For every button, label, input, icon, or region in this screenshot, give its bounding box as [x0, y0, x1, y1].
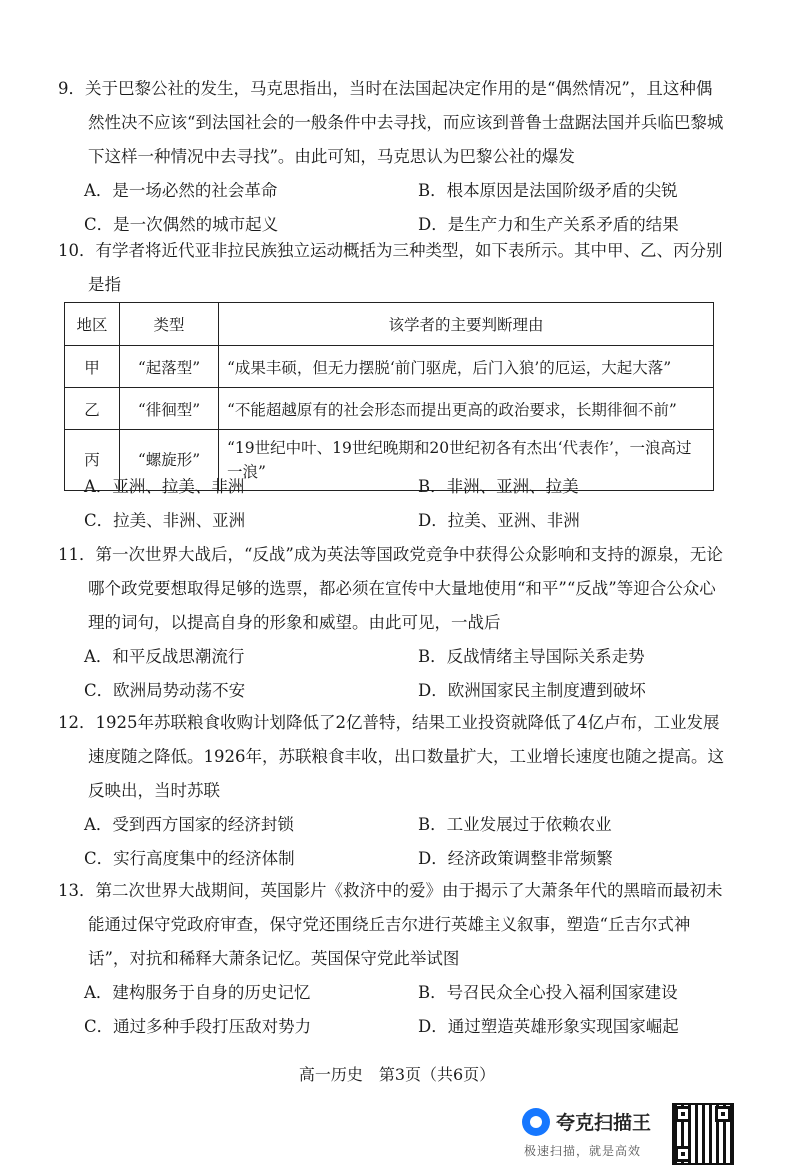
option-d: D．通过塑造英雄形象实现国家崛起 [418, 1017, 679, 1036]
option-b: B．根本原因是法国阶级矛盾的尖锐 [418, 181, 678, 200]
question-12 [58, 706, 726, 876]
option-row [84, 640, 726, 674]
question-stem: 11．第一次世界大战后，“反战”成为英法等国政党竞争中获得公众影响和支持的源泉，无论哪个政党要想取得足够的选票，都必须在宣传中大量地使用“和平”“反战”等迎合公众心理的词句，以提高自身的形象和威望。由此可见，一战后 [58, 545, 723, 632]
option-row [84, 674, 726, 708]
table-cell: “起落型” [120, 346, 219, 388]
option-row [84, 470, 726, 504]
option-a: A．受到西方国家的经济封锁 [84, 815, 294, 834]
movement-types-table [64, 302, 714, 491]
option-a: A．亚洲、拉美、非洲 [84, 477, 245, 496]
option-d: D．拉美、亚洲、非洲 [418, 511, 580, 530]
scanner-watermark [522, 1104, 672, 1164]
question-9 [58, 72, 726, 242]
table-header: 地区 [65, 303, 120, 346]
table-cell: 乙 [65, 388, 120, 430]
table-cell: 甲 [65, 346, 120, 388]
option-b: B．非洲、亚洲、拉美 [418, 477, 579, 496]
table-header: 类型 [120, 303, 219, 346]
option-row [84, 174, 726, 208]
option-a: A．是一场必然的社会革命 [84, 181, 278, 200]
table-cell: “19世纪中叶、19世纪晚期和20世纪初各有杰出‘代表作’，一浪高过一浪” [219, 430, 714, 491]
table-row [65, 346, 714, 388]
table-cell: 丙 [65, 430, 120, 491]
option-row [84, 808, 726, 842]
question-13 [58, 874, 726, 1044]
table-cell: “成果丰硕，但无力摆脱‘前门驱虎，后门入狼’的厄运，大起大落” [219, 346, 714, 388]
option-b: B．工业发展过于依赖农业 [418, 815, 612, 834]
table-cell: “不能超越原有的社会形态而提出更高的政治要求，长期徘徊不前” [219, 388, 714, 430]
table-row [65, 388, 714, 430]
question-stem: 9．关于巴黎公社的发生，马克思指出，当时在法国起决定作用的是“偶然情况”，且这种偶然性决不应该“到法国社会的一般条件中去寻找，而应该到普鲁士盘踞法国并兵临巴黎城下这样一种情况中去寻找”。由此可知，马克思认为巴黎公社的爆发 [58, 79, 724, 166]
page-footer: 高一历史 第3页（共6页） [298, 1065, 496, 1084]
option-a: A．和平反战思潮流行 [84, 647, 245, 666]
table-cell: “徘徊型” [120, 388, 219, 430]
option-b: B．号召民众全心投入福利国家建设 [418, 983, 678, 1002]
question-10-options [58, 470, 726, 538]
option-c: C．是一次偶然的城市起义 [84, 215, 279, 234]
option-c: C．通过多种手段打压敌对势力 [84, 1017, 312, 1036]
option-a: A．建构服务于自身的历史记忆 [84, 983, 311, 1002]
option-d: D．是生产力和生产关系矛盾的结果 [418, 215, 679, 234]
option-c: C．实行高度集中的经济体制 [84, 849, 295, 868]
option-row [84, 976, 726, 1010]
option-row [84, 842, 726, 876]
watermark-name: 夸克扫描王 [556, 1112, 652, 1134]
question-11 [58, 538, 726, 708]
table-header-row [65, 303, 714, 346]
quark-logo-icon [522, 1108, 550, 1136]
watermark-slogan: 极速扫描，就是高效 [524, 1144, 642, 1158]
option-row [84, 1010, 726, 1044]
table-header: 该学者的主要判断理由 [219, 303, 714, 346]
option-b: B．反战情绪主导国际关系走势 [418, 647, 645, 666]
question-stem: 12．1925年苏联粮食收购计划降低了2亿普特，结果工业投资就降低了4亿卢布，工业发展速度随之降低。1926年，苏联粮食丰收，出口数量扩大，工业增长速度也随之提高。这反映出，当时苏联 [58, 713, 724, 800]
qr-code-icon [672, 1103, 734, 1165]
option-d: D．经济政策调整非常频繁 [418, 849, 613, 868]
table-cell: “螺旋形” [120, 430, 219, 491]
option-row [84, 504, 726, 538]
question-stem: 10．有学者将近代亚非拉民族独立运动概括为三种类型，如下表所示。其中甲、乙、丙分别是指 [58, 241, 723, 294]
option-c: C．拉美、非洲、亚洲 [84, 511, 246, 530]
option-d: D．欧洲国家民主制度遭到破坏 [418, 681, 646, 700]
option-c: C．欧洲局势动荡不安 [84, 681, 246, 700]
question-stem: 13．第二次世界大战期间，英国影片《救济中的爱》由于揭示了大萧条年代的黑暗而最初未能通过保守党政府审查，保守党还围绕丘吉尔进行英雄主义叙事，塑造“丘吉尔式神话”，对抗和稀释大萧条记忆。英国保守党此举试图 [58, 881, 723, 968]
question-10 [58, 234, 726, 302]
